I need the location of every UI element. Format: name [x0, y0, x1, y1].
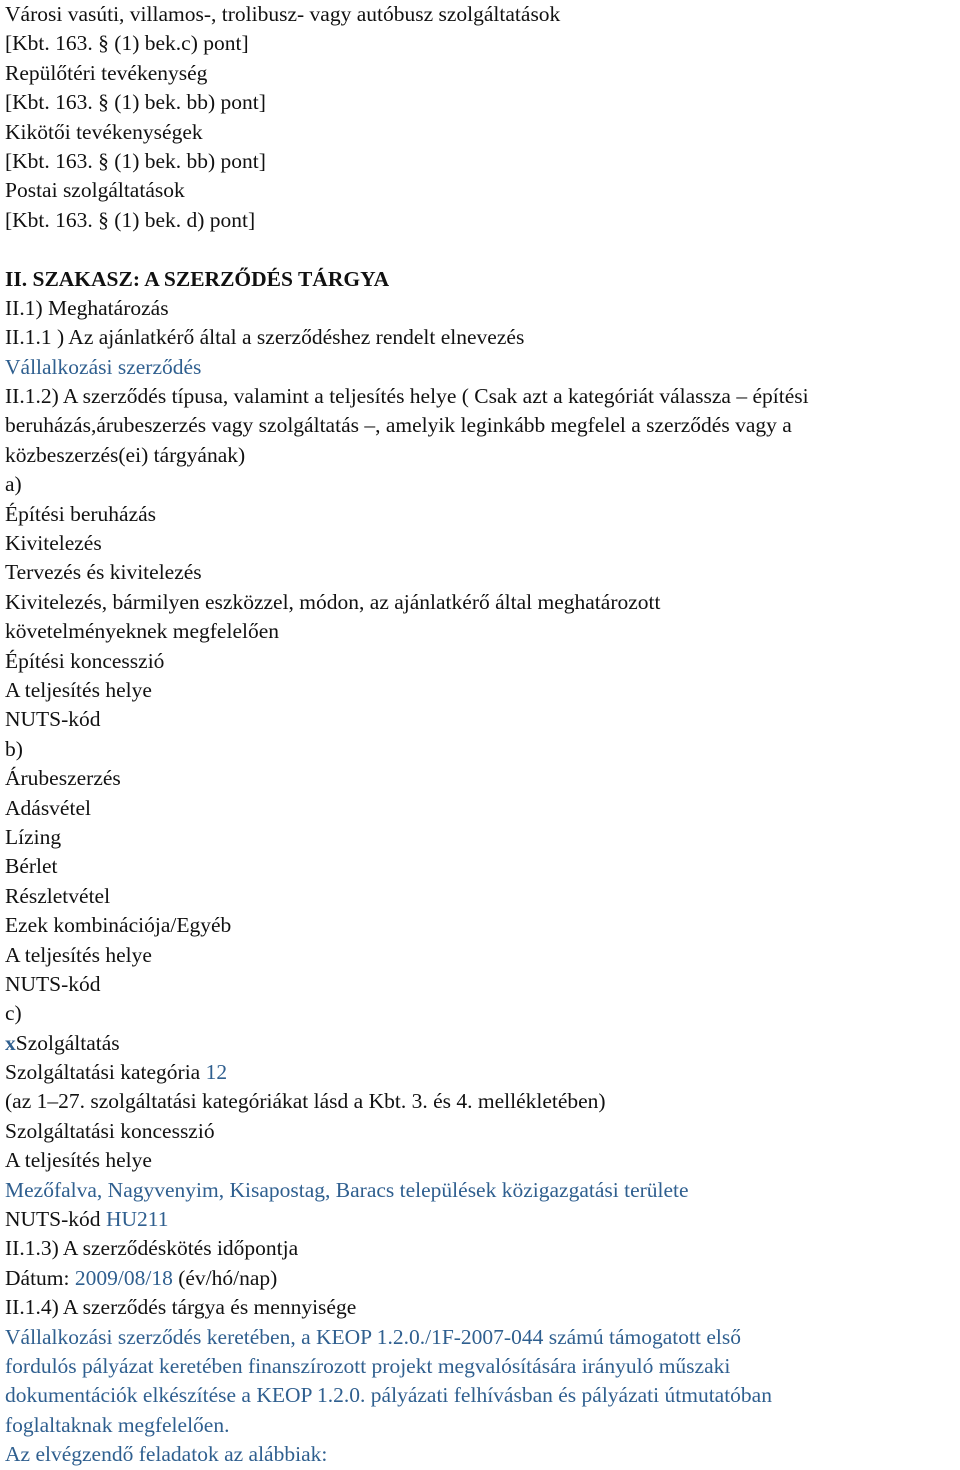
service-category-value: 12 — [205, 1060, 228, 1085]
text-line: [Kbt. 163. § (1) bek. bb) pont] — [5, 90, 266, 115]
list-item: a) — [5, 472, 22, 497]
option-c-block — [5, 999, 960, 1234]
text-line: foglaltaknak megfelelően. — [5, 1412, 230, 1437]
list-item: NUTS-kód — [5, 971, 101, 996]
place-value: Mezőfalva, Nagyvenyim, Kisapostag, Baracs települések közigazgatási területe — [5, 1177, 689, 1202]
subsection-title: II.1) Meghatározás — [5, 295, 169, 320]
text-line: Az elvégzendő feladatok az alábbiak: — [5, 1442, 328, 1467]
text-line: Vállalkozási szerződés keretében, a KEOP 1.2.0./1F-2007-044 számú támogatott első — [5, 1324, 741, 1349]
text-line: [Kbt. 163. § (1) bek. d) pont] — [5, 207, 256, 232]
date-value: 2009/08/18 — [74, 1265, 173, 1290]
service-option — [5, 1029, 960, 1058]
field-value: Vállalkozási szerződés — [5, 354, 202, 379]
kbt-reference-list — [5, 0, 960, 235]
service-label: Szolgáltatás — [15, 1030, 120, 1055]
list-item: NUTS-kód — [5, 707, 101, 732]
contract-date — [5, 1264, 960, 1293]
place-label: A teljesítés helye — [5, 1148, 152, 1173]
text-line: Postai szolgáltatások — [5, 178, 185, 203]
text-line: Kikötői tevékenységek — [5, 119, 203, 144]
list-item: c) — [5, 1001, 22, 1026]
list-item: Részletvétel — [5, 883, 111, 908]
list-item: b) — [5, 736, 23, 761]
text-line: II.1.2) A szerződés típusa, valamint a teljesítés helye ( Csak azt a kategóriát válassza – építési — [5, 384, 809, 409]
text-line: dokumentációk elkészítése a KEOP 1.2.0. pályázati felhívásban és pályázati útmutatóban — [5, 1383, 772, 1408]
field-label: II.1.1 ) Az ajánlatkérő által a szerződéshez rendelt elnevezés — [5, 325, 525, 350]
text-line: Repülőtéri tevékenység — [5, 60, 208, 85]
text-line: Városi vasúti, villamos-, trolibusz- vagy autóbusz szolgáltatások — [5, 2, 561, 26]
contract-type-paragraph — [5, 382, 960, 470]
list-item: Építési beruházás — [5, 501, 157, 526]
list-item: Ezek kombinációja/Egyéb — [5, 913, 232, 938]
service-concession: Szolgáltatási koncesszió — [5, 1118, 215, 1143]
list-item: Kivitelezés — [5, 531, 102, 556]
service-category-label: Szolgáltatási kategória — [5, 1060, 201, 1085]
list-item: A teljesítés helye — [5, 942, 152, 967]
field-label: II.1.3) A szerződéskötés időpontja — [5, 1236, 299, 1261]
list-item: Építési koncesszió — [5, 648, 165, 673]
date-label: Dátum: — [5, 1265, 70, 1290]
text-line: [Kbt. 163. § (1) bek. bb) pont] — [5, 148, 266, 173]
nuts-label: NUTS-kód — [5, 1207, 101, 1232]
list-item: Lízing — [5, 824, 62, 849]
option-b-list — [5, 735, 960, 1000]
service-category-note: (az 1–27. szolgáltatási kategóriákat lásd a Kbt. 3. és 4. mellékletében) — [5, 1089, 606, 1114]
list-item: Adásvétel — [5, 795, 91, 820]
section-heading: II. SZAKASZ: A SZERZŐDÉS TÁRGYA — [5, 266, 390, 291]
nuts-value: HU211 — [105, 1207, 169, 1232]
list-item: Bérlet — [5, 854, 58, 879]
list-item: követelményeknek megfelelően — [5, 619, 280, 644]
list-item: A teljesítés helye — [5, 677, 152, 702]
text-line: közbeszerzés(ei) tárgyának) — [5, 442, 246, 467]
list-item: Kivitelezés, bármilyen eszközzel, módon, az ajánlatkérő által meghatározott — [5, 589, 661, 614]
date-format: (év/hó/nap) — [178, 1265, 278, 1290]
text-line: fordulós pályázat keretében finanszírozott projekt megvalósítására irányuló műszaki — [5, 1353, 731, 1378]
text-line: beruházás,árubeszerzés vagy szolgáltatás –, amelyik leginkább megfelel a szerződés vagy a — [5, 413, 792, 438]
list-item: Árubeszerzés — [5, 766, 121, 791]
option-a-list — [5, 470, 960, 735]
selected-x-mark: x — [5, 1030, 16, 1055]
nuts-code — [5, 1205, 960, 1234]
spacer — [5, 235, 960, 264]
field-label: II.1.4) A szerződés tárgya és mennyisége — [5, 1295, 357, 1320]
text-line: [Kbt. 163. § (1) bek.c) pont] — [5, 31, 249, 56]
service-category — [5, 1058, 960, 1087]
list-item: Tervezés és kivitelezés — [5, 560, 202, 585]
subject-description — [5, 1323, 960, 1470]
